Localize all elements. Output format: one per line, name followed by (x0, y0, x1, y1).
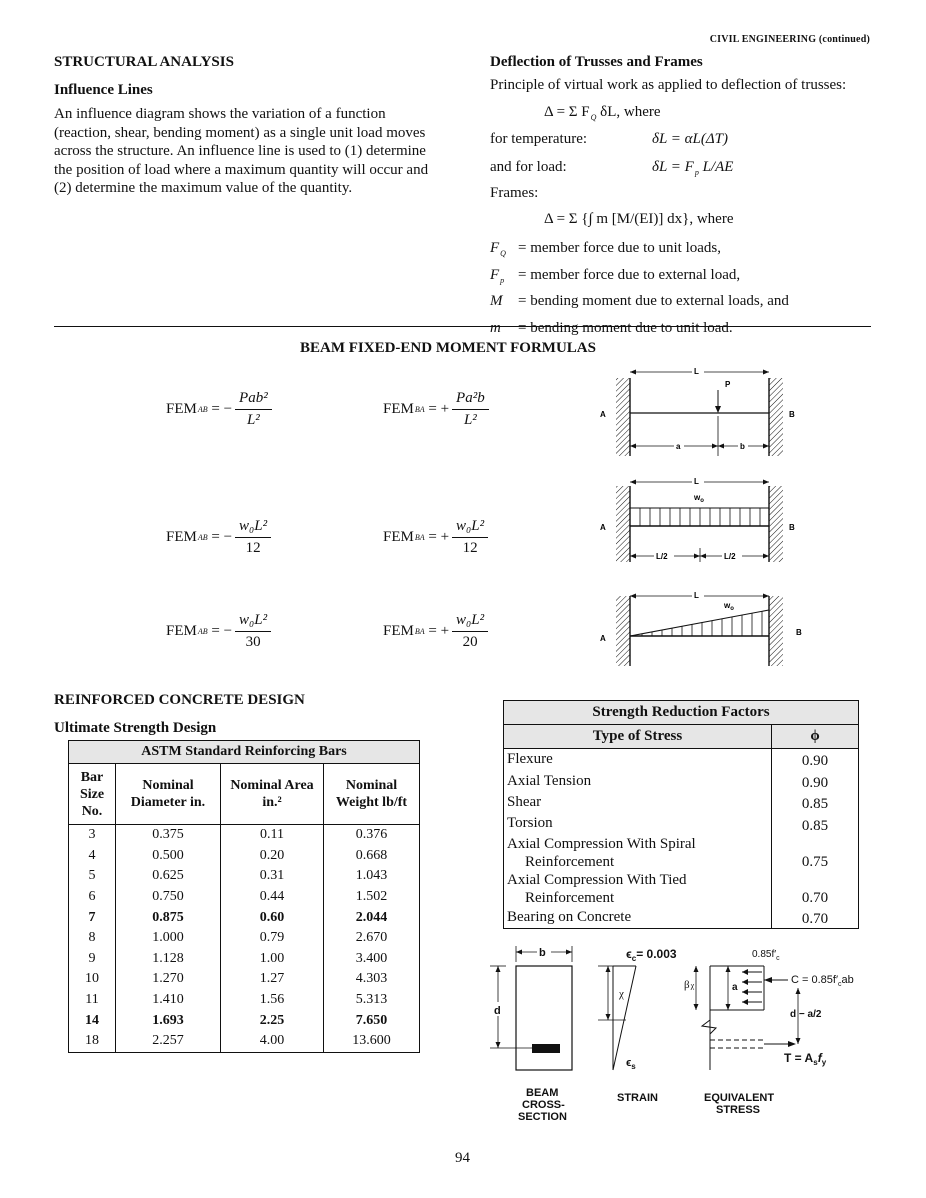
col-type-of-stress: Type of Stress (504, 725, 772, 749)
svg-text:B: B (789, 523, 795, 532)
influence-line: (2) determine the maximum value of the quantity. (54, 180, 353, 197)
table-row: Shear 0.85 (504, 792, 859, 813)
table-row: 7 0.875 0.60 2.044 (69, 907, 420, 928)
svg-text:χ: χ (619, 988, 624, 1000)
svg-text:STRESS: STRESS (716, 1104, 761, 1116)
definition-item: $F_Q$ = member force due to unit loads, (490, 240, 721, 258)
table-row: Axial Compression With Tied Reinforcement 0.70 (504, 871, 859, 907)
col-area: Nominal Area in.² (221, 764, 324, 825)
table-row: 14 1.693 2.25 7.650 (69, 1010, 420, 1031)
svg-text:d: d (494, 1005, 501, 1017)
svg-text:b: b (740, 442, 745, 451)
deflection-eq1: Δ = Σ $F_Q$ δL, where (544, 104, 661, 122)
svg-text:ϵs: $\epsilon_s$ (626, 1057, 636, 1071)
structural-heading: STRUCTURAL ANALYSIS (54, 54, 234, 70)
page-number: 94 (455, 1150, 470, 1166)
page-header: CIVIL ENGINEERING (continued) (709, 34, 870, 45)
svg-text:B: B (796, 628, 802, 637)
concrete-beam-diagram (486, 944, 866, 1129)
table-row: 4 0.500 0.20 0.668 (69, 846, 420, 867)
table-row: Bearing on Concrete 0.70 (504, 907, 859, 929)
deflection-intro: Principle of virtual work as applied to deflection of trusses: (490, 77, 847, 93)
svg-text:d − a/2: d − a/2 (790, 1009, 822, 1020)
table-row: 10 1.270 1.27 4.303 (69, 969, 420, 990)
svg-text:wo: $w_o$ (724, 601, 734, 612)
influence-paragraph (54, 105, 438, 198)
svg-text:A: A (600, 634, 606, 643)
col-phi: ϕ (772, 725, 859, 749)
bars-table-title: ASTM Standard Reinforcing Bars (69, 741, 420, 764)
fem-ab-point-load: FEM AB = − $\frac{\text{Pab²}}{\text{L²}}$ (166, 390, 272, 429)
definition-item: $F_p$ = member force due to external load, (490, 266, 741, 285)
svg-text:EQUIVALENT: EQUIVALENT (704, 1092, 775, 1104)
svg-text:A: A (600, 523, 606, 532)
section-divider (54, 326, 871, 327)
svg-text:b: b (539, 947, 546, 959)
influence-line: the position of load where a maximum quantity will occur and (54, 161, 429, 178)
table-row: 11 1.410 1.56 5.313 (69, 990, 420, 1011)
svg-text:BEAM: BEAM (526, 1087, 559, 1099)
influence-line: An influence diagram shows the variation of a function (54, 106, 386, 122)
svg-text:A: A (600, 410, 606, 419)
deflection-heading: Deflection of Trusses and Frames (490, 54, 703, 70)
fem-ba-uniform-load: FEM BA = + $\frac{\text{w₀L²}}{12}$ (383, 518, 488, 557)
fem-ab-triangular-load: FEM AB = − $\frac{\text{w₀L²}}{30}$ (166, 612, 271, 651)
influence-line: across the structure. An influence line is used to (1) determine (54, 143, 426, 160)
concrete-heading: REINFORCED CONCRETE DESIGN (54, 692, 305, 708)
svg-text:wo: $w_o$ (694, 493, 704, 504)
svg-text:L: L (694, 477, 699, 486)
svg-text:ϵc= 0.003: $\epsilon_c= 0.003$ (626, 947, 677, 963)
fem-ba-point-load: FEM BA = + $\frac{\text{Pa²b}}{\text{L²}}$ (383, 390, 489, 429)
strength-reduction-table (503, 700, 859, 929)
col-bar-size: Bar Size No. (69, 764, 116, 825)
svg-text:P: P (725, 380, 731, 389)
frames-label: Frames: (490, 185, 539, 201)
definition-item: m = bending moment due to unit load. (490, 319, 733, 336)
svg-text:βχ: βχ (684, 979, 695, 991)
point-load-diagram (600, 365, 795, 456)
table-row: 9 1.128 1.00 3.400 (69, 949, 420, 970)
svg-text:a: a (732, 982, 738, 993)
col-diameter: Nominal Diameter in. (116, 764, 221, 825)
table-row: 3 0.375 0.11 0.376 (69, 825, 420, 846)
svg-text:L: L (694, 591, 699, 600)
table-row: Axial Compression With Spiral Reinforcement 0.75 (504, 835, 859, 871)
svg-text:CROSS-: CROSS- (522, 1099, 565, 1111)
influence-line: (reaction, shear, bending moment) as a single unit load moves (54, 124, 426, 141)
table-row: Torsion 0.85 (504, 813, 859, 834)
load-label: and for load: (490, 159, 567, 175)
definition-item: M = bending moment due to external loads, and (490, 293, 789, 309)
svg-text:B: B (789, 410, 795, 419)
fem-ba-triangular-load: FEM BA = + $\frac{\text{w₀L²}}{20}$ (383, 612, 488, 651)
frames-eq: Δ = Σ {∫ m [M/(EI)] dx}, where (544, 211, 734, 227)
table-row: 8 1.000 0.79 2.670 (69, 928, 420, 949)
svg-text:STRAIN: STRAIN (617, 1092, 658, 1104)
fem-heading: BEAM FIXED-END MOMENT FORMULAS (300, 340, 596, 356)
svg-text:0.85f′c: $0.85f'_c$ (752, 949, 780, 962)
svg-text:T = Asfy: $T = A_sf_y$ (784, 1051, 827, 1067)
svg-text:SECTION: SECTION (518, 1111, 567, 1123)
temp-label: for temperature: (490, 131, 588, 147)
triangular-load-diagram (600, 589, 802, 666)
table-row: 18 2.257 4.00 13.600 (69, 1031, 420, 1052)
svg-text:a: a (676, 442, 681, 451)
table-row: 6 0.750 0.44 1.502 (69, 887, 420, 908)
usd-heading: Ultimate Strength Design (54, 720, 217, 736)
uniform-load-diagram (600, 475, 795, 562)
load-eq: $\delta L = F_p$ L/AE (652, 159, 734, 177)
definitions-list (490, 238, 789, 344)
srf-table-title: Strength Reduction Factors (504, 701, 859, 725)
table-row: 5 0.625 0.31 1.043 (69, 866, 420, 887)
reinforcing-bars-table (68, 740, 420, 1053)
influence-heading: Influence Lines (54, 82, 153, 98)
svg-text:L/2: L/2 (656, 552, 668, 561)
svg-text:L: L (694, 367, 699, 376)
svg-text:L/2: L/2 (724, 552, 736, 561)
table-row: Axial Tension 0.90 (504, 770, 859, 791)
col-weight: Nominal Weight lb/ft (324, 764, 420, 825)
fem-beam-diagrams (596, 360, 818, 670)
svg-text:C = 0.85f′cab: $C = 0.85f'_cab$ (791, 974, 854, 988)
temp-eq: δL = αL(ΔT) (652, 131, 729, 147)
table-row: Flexure 0.90 (504, 749, 859, 771)
fem-ab-uniform-load: FEM AB = − $\frac{\text{w₀L²}}{12}$ (166, 518, 271, 557)
